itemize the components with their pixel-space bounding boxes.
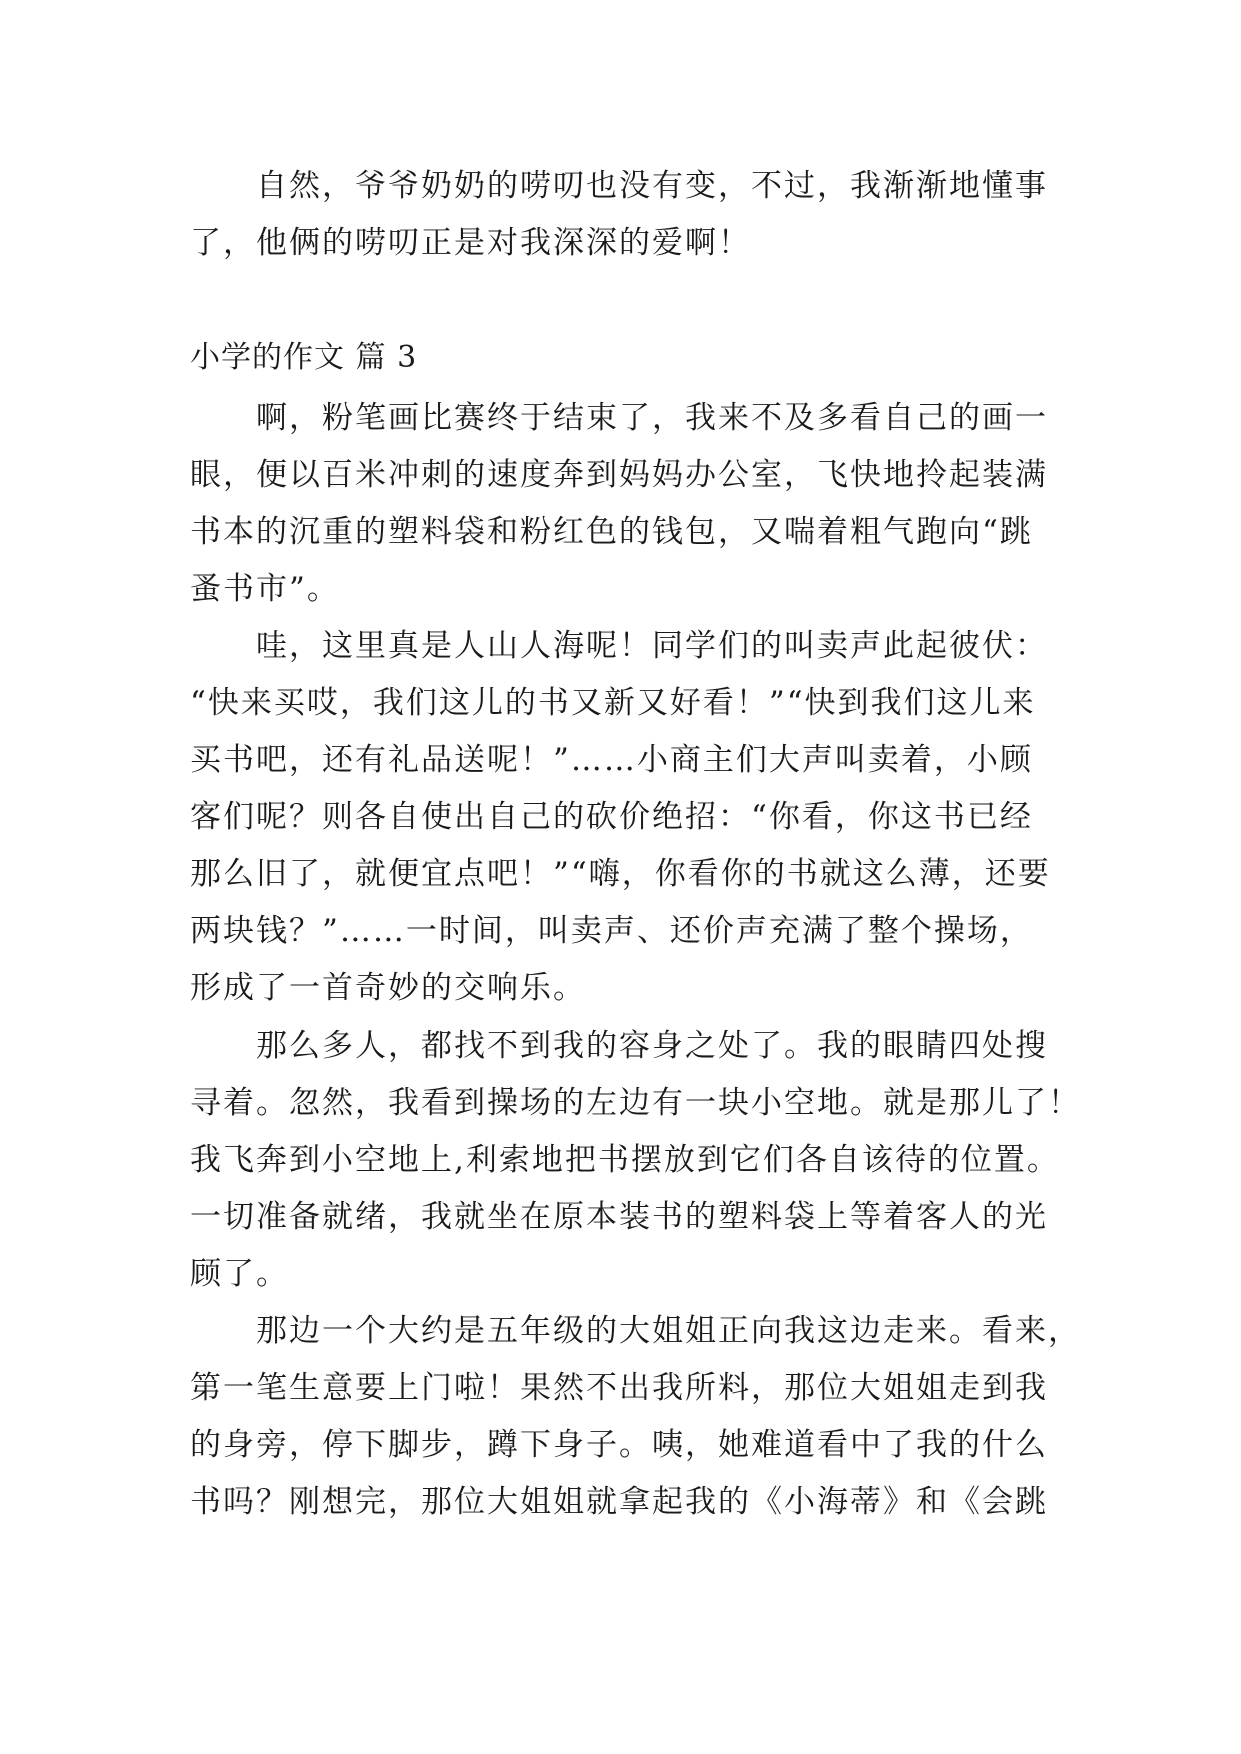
text-line: 眼，便以百米冲刺的速度奔到妈妈办公室，飞快地拎起装满 [190, 457, 1048, 493]
text-line: 那么多人，都找不到我的容身之处了。我的眼睛四处搜 [190, 1028, 1048, 1064]
text-line: 客们呢？则各自使出自己的砍价绝招：“你看，你这书已经 [190, 799, 1033, 835]
text-line: 了，他俩的唠叨正是对我深深的爱啊！ [190, 225, 751, 261]
text-line: 一切准备就绪，我就坐在原本装书的塑料袋上等着客人的光 [190, 1199, 1048, 1235]
text-line: 蚤书市”。 [190, 571, 340, 607]
section-heading: 小学的作文 篇 3 [190, 340, 418, 375]
text-line: 那边一个大约是五年级的大姐姐正向我这边走来。看来， [190, 1313, 1081, 1349]
text-line: 两块钱？”……一时间，叫卖声、还价声充满了整个操场， [190, 913, 1033, 949]
text-line: 寻着。忽然，我看到操场的左边有一块小空地。就是那儿了！ [190, 1085, 1081, 1121]
text-line: 顾了。 [190, 1256, 289, 1292]
text-line: 啊，粉笔画比赛终于结束了，我来不及多看自己的画一 [190, 400, 1048, 436]
text-line: 买书吧，还有礼品送呢！”……小商主们大声叫卖着，小顾 [190, 742, 1033, 778]
text-line: 形成了一首奇妙的交响乐。 [190, 970, 586, 1006]
text-line: 那么旧了，就便宜点吧！”“嗨，你看你的书就这么薄，还要 [190, 856, 1051, 892]
text-line: 我飞奔到小空地上,利索地把书摆放到它们各自该待的位置。 [190, 1142, 1060, 1178]
text-line: 的身旁，停下脚步，蹲下身子。咦，她难道看中了我的什么 [190, 1427, 1048, 1463]
text-line: 书吗？刚想完，那位大姐姐就拿起我的《小海蒂》和《会跳 [190, 1484, 1048, 1520]
text-line: 自然，爷爷奶奶的唠叨也没有变，不过，我渐渐地懂事 [190, 168, 1048, 204]
text-line: “快来买哎，我们这儿的书又新又好看！”“快到我们这儿来 [190, 685, 1036, 721]
text-line: 书本的沉重的塑料袋和粉红色的钱包，又喘着粗气跑向“跳 [190, 514, 1033, 550]
text-line: 哇，这里真是人山人海呢！同学们的叫卖声此起彼伏： [190, 628, 1048, 664]
text-line: 第一笔生意要上门啦！果然不出我所料，那位大姐姐走到我 [190, 1370, 1048, 1406]
